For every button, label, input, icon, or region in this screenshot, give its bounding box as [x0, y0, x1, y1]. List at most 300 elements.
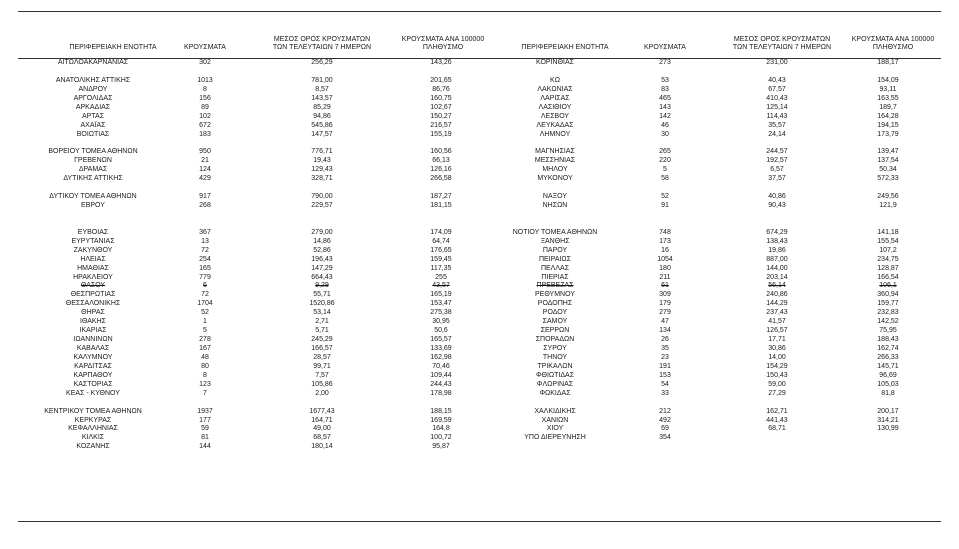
per100k-cell: 121,9 [879, 202, 897, 209]
avg7-cell: 59,00 [768, 380, 786, 388]
avg7-cell: 52,86 [313, 246, 331, 254]
per100k-cell: 86,76 [432, 85, 450, 93]
region-cell: ΜΕΣΣΗΝΙΑΣ [534, 157, 576, 165]
region-cell: ΚΑΣΤΟΡΙΑΣ [73, 380, 113, 388]
avg7-cell: 150,43 [766, 371, 788, 379]
per100k-cell: 201,65 [430, 76, 452, 84]
avg7-cell: 19,43 [313, 157, 331, 165]
table-row [18, 282, 478, 291]
cases-cell: 748 [659, 228, 671, 236]
cases-cell: 52 [661, 193, 669, 201]
table-row [480, 363, 940, 372]
region-cell: ΚΕΦΑΛΛΗΝΙΑΣ [68, 425, 118, 433]
per100k-cell: 188,43 [877, 336, 899, 344]
table-row [480, 327, 940, 336]
cases-cell: 80 [201, 362, 209, 370]
avg7-cell: 180,14 [311, 443, 333, 451]
per100k-cell: 142,52 [877, 318, 899, 326]
cases-cell: 23 [661, 353, 669, 361]
region-cell: ΔΡΑΜΑΣ [78, 166, 108, 174]
avg7-cell: 2,71 [315, 318, 329, 326]
per100k-cell: 128,87 [877, 264, 899, 272]
cases-cell: 52 [201, 309, 209, 317]
per100k-cell: 275,38 [430, 309, 452, 317]
cases-cell: 47 [661, 318, 669, 326]
cases-cell: 91 [661, 202, 669, 209]
per100k-cell: 189,7 [879, 103, 897, 111]
per100k-cell: 150,27 [430, 112, 452, 120]
avg7-cell: 99,71 [313, 362, 331, 370]
region-cell: ΜΑΓΝΗΣΙΑΣ [535, 148, 575, 156]
region-cell: ΕΥΒΟΙΑΣ [77, 228, 109, 236]
cases-cell: 59 [201, 425, 209, 433]
table-row [480, 86, 940, 95]
cases-cell: 367 [199, 228, 211, 236]
table-row [480, 77, 940, 86]
table-row [480, 157, 940, 166]
region-cell: ΑΡΓΟΛΙΔΑΣ [73, 94, 113, 102]
region-cell: ΞΑΝΘΗΣ [540, 237, 570, 245]
per100k-cell: 234,75 [877, 255, 899, 263]
top-rule [18, 11, 941, 12]
avg7-cell: 125,14 [766, 103, 788, 111]
avg7-cell: 14,86 [313, 237, 331, 245]
per100k-cell: 143,26 [430, 59, 452, 66]
table-row [480, 220, 940, 229]
cases-cell: 13 [201, 237, 209, 245]
cases-cell: 273 [659, 59, 671, 66]
table-row [480, 425, 940, 434]
avg7-cell: 53,14 [313, 309, 331, 317]
header-avg7-right: ΜΕΣΟΣ ΟΡΟΣ ΚΡΟΥΣΜΑΤΩΝ ΤΩΝ ΤΕΛΕΥΤΑΙΩΝ 7 ΗΜΕΡΩΝ [732, 36, 832, 51]
table-row [18, 148, 478, 157]
table-row [18, 175, 478, 184]
avg7-cell: 244,57 [766, 148, 788, 156]
per100k-cell: 200,17 [877, 407, 899, 415]
table-row [480, 139, 940, 148]
table-row [18, 131, 478, 140]
avg7-cell: 256,29 [311, 59, 333, 66]
cases-cell: 153 [659, 371, 671, 379]
region-cell: ΡΕΘΥΜΝΟΥ [534, 291, 575, 299]
per100k-cell: 360,94 [877, 291, 899, 299]
region-cell: ΘΑΣΟΥ [80, 282, 106, 290]
region-cell: ΚΑΡΔΙΤΣΑΣ [74, 362, 112, 370]
cases-cell: 72 [201, 246, 209, 254]
table-row [18, 220, 478, 229]
table-row [18, 265, 478, 274]
per100k-cell: 155,19 [430, 130, 452, 138]
region-cell: ΛΑΡΙΣΑΣ [540, 94, 570, 102]
avg7-cell: 231,00 [766, 59, 788, 66]
cases-cell: 46 [661, 121, 669, 129]
avg7-cell: 27,29 [768, 389, 786, 397]
avg7-cell: 19,86 [768, 246, 786, 254]
header-cases-right: ΚΡΟΥΣΜΑΤΑ [644, 44, 686, 51]
per100k-cell: 139,47 [877, 148, 899, 156]
table-row [480, 113, 940, 122]
table-row [18, 122, 478, 131]
region-cell: ΦΘΙΩΤΙΔΑΣ [535, 371, 575, 379]
header-per100k-left: ΚΡΟΥΣΜΑΤΑ ΑΝΑ 100000 ΠΛΗΘΥΣΜΟ [401, 36, 485, 51]
avg7-cell: 41,57 [768, 318, 786, 326]
per100k-cell: 166,54 [877, 273, 899, 281]
per100k-cell: 70,46 [432, 362, 450, 370]
cases-cell: 779 [199, 273, 211, 281]
avg7-cell: 240,86 [766, 291, 788, 299]
table-row [480, 336, 940, 345]
table-row [18, 425, 478, 434]
avg7-cell: 6,57 [770, 166, 784, 174]
header-region-left: ΠΕΡΙΦΕΡΕΙΑΚΗ ΕΝΟΤΗΤΑ [69, 44, 157, 51]
table-row [480, 291, 940, 300]
per100k-cell: 137,54 [877, 157, 899, 165]
cases-cell: 144 [199, 443, 211, 451]
cases-cell: 211 [659, 273, 671, 281]
table-row [480, 166, 940, 175]
cases-cell: 492 [659, 416, 671, 424]
region-cell: ΑΧΑΪΑΣ [80, 121, 106, 129]
avg7-cell: 144,00 [766, 264, 788, 272]
table-row [18, 372, 478, 381]
cases-cell: 302 [199, 59, 211, 66]
cases-cell: 354 [659, 434, 671, 442]
table-row [18, 318, 478, 327]
cases-cell: 167 [199, 345, 211, 352]
header-per100k-right: ΚΡΟΥΣΜΑΤΑ ΑΝΑ 100000 ΠΛΗΘΥΣΜΟ [851, 36, 935, 51]
region-cell: ΠΑΡΟΥ [542, 246, 568, 254]
region-cell: ΑΝΑΤΟΛΙΚΗΣ ΑΤΤΙΚΗΣ [55, 76, 131, 84]
per100k-cell: 50,6 [434, 327, 448, 335]
region-cell: ΡΟΔΟΥ [542, 309, 568, 317]
region-cell: ΙΚΑΡΙΑΣ [79, 327, 107, 335]
avg7-cell: 24,14 [768, 130, 786, 138]
cases-cell: 89 [201, 103, 209, 111]
per100k-cell: 266,33 [877, 353, 899, 361]
per100k-cell: 102,67 [430, 103, 452, 111]
cases-cell: 278 [199, 336, 211, 344]
region-cell: ΗΛΕΙΑΣ [80, 255, 106, 263]
region-cell: ΝΟΤΙΟΥ ΤΟΜΕΑ ΑΘΗΝΩΝ [512, 228, 598, 236]
cases-cell: 134 [659, 327, 671, 335]
region-cell: ΣΕΡΡΩΝ [540, 327, 570, 335]
cases-cell: 180 [659, 264, 671, 272]
table-row [480, 247, 940, 256]
per100k-cell: 64,74 [432, 237, 450, 245]
table-row [18, 399, 478, 408]
cases-cell: 465 [659, 94, 671, 102]
cases-cell: 16 [661, 246, 669, 254]
per100k-cell: 95,87 [432, 443, 450, 451]
per100k-cell: 159,45 [430, 255, 452, 263]
header-region-right: ΠΕΡΙΦΕΡΕΙΑΚΗ ΕΝΟΤΗΤΑ [521, 44, 609, 51]
table-row [18, 166, 478, 175]
cases-cell: 21 [201, 157, 209, 165]
cases-cell: 265 [659, 148, 671, 156]
per100k-cell: 165,57 [430, 336, 452, 344]
per100k-cell: 155,54 [877, 237, 899, 245]
cases-cell: 309 [659, 291, 671, 299]
per100k-cell: 163,55 [877, 94, 899, 102]
avg7-cell: 887,00 [766, 255, 788, 263]
cases-cell: 1013 [197, 76, 213, 84]
per100k-cell: 165,19 [430, 291, 452, 299]
table-row [480, 211, 940, 220]
region-cell: ΣΥΡΟΥ [543, 345, 567, 352]
table-row [18, 202, 478, 211]
avg7-cell: 56,14 [768, 282, 786, 290]
table-row [480, 354, 940, 363]
table-row [18, 443, 478, 452]
region-cell: ΚΟΡΙΝΘΙΑΣ [536, 59, 574, 66]
table-row [480, 184, 940, 193]
region-cell: ΧΑΝΙΩΝ [541, 416, 569, 424]
avg7-cell: 67,57 [768, 85, 786, 93]
per100k-cell: 159,77 [877, 300, 899, 308]
cases-cell: 1054 [657, 255, 673, 263]
cases-cell: 1704 [197, 300, 213, 308]
table-row [18, 417, 478, 426]
table-row [18, 345, 478, 354]
region-cell: ΒΟΡΕΙΟΥ ΤΟΜΕΑ ΑΘΗΝΩΝ [48, 148, 138, 156]
avg7-cell: 781,00 [311, 76, 333, 84]
per100k-cell: 66,13 [432, 157, 450, 165]
region-cell: ΗΜΑΘΙΑΣ [77, 264, 109, 272]
cases-cell: 220 [659, 157, 671, 165]
table-row [18, 77, 478, 86]
table-row [18, 86, 478, 95]
avg7-cell: 410,43 [766, 94, 788, 102]
per100k-cell: 169,59 [430, 416, 452, 424]
region-cell: ΚΕΝΤΡΙΚΟΥ ΤΟΜΕΑ ΑΘΗΝΩΝ [44, 407, 142, 415]
per100k-cell: 126,16 [430, 166, 452, 174]
cases-cell: 58 [661, 175, 669, 183]
cases-cell: 165 [199, 264, 211, 272]
avg7-cell: 68,57 [313, 434, 331, 442]
avg7-cell: 8,57 [315, 85, 329, 93]
table-row [480, 345, 940, 354]
per100k-cell: 249,56 [877, 193, 899, 201]
region-cell: ΤΡΙΚΑΛΩΝ [537, 362, 573, 370]
avg7-cell: 94,86 [313, 112, 331, 120]
avg7-cell: 90,43 [768, 202, 786, 209]
region-cell: ΑΡΚΑΔΙΑΣ [75, 103, 111, 111]
avg7-cell: 114,43 [766, 112, 788, 120]
table-row [18, 300, 478, 309]
table-row [480, 408, 940, 417]
cases-cell: 143 [659, 103, 671, 111]
table-row [480, 95, 940, 104]
per100k-cell: 133,69 [430, 345, 452, 352]
cases-cell: 48 [201, 353, 209, 361]
region-cell: ΡΟΔΟΠΗΣ [537, 300, 573, 308]
avg7-cell: 138,43 [766, 237, 788, 245]
region-cell: ΚΑΡΠΑΘΟΥ [73, 371, 113, 379]
table-row [480, 131, 940, 140]
avg7-cell: 664,43 [311, 273, 333, 281]
avg7-cell: 68,71 [768, 425, 786, 433]
cases-cell: 917 [199, 193, 211, 201]
cases-cell: 950 [199, 148, 211, 156]
table-row [18, 434, 478, 443]
avg7-cell: 164,71 [311, 416, 333, 424]
region-cell: ΧΑΛΚΙΔΙΚΗΣ [534, 407, 576, 415]
cases-cell: 81 [201, 434, 209, 442]
avg7-cell: 105,86 [311, 380, 333, 388]
per100k-cell: 100,72 [430, 434, 452, 442]
avg7-cell: 40,43 [768, 76, 786, 84]
table-row [480, 265, 940, 274]
per100k-cell: 130,99 [877, 425, 899, 433]
cases-cell: 26 [661, 336, 669, 344]
avg7-cell: 1677,43 [309, 407, 335, 415]
table-row [480, 238, 940, 247]
per100k-cell: 160,56 [430, 148, 452, 156]
bottom-rule [18, 521, 941, 522]
table-row [480, 399, 940, 408]
cases-cell: 123 [199, 380, 211, 388]
cases-cell: 35 [661, 345, 669, 352]
per100k-cell: 181,15 [430, 202, 452, 209]
table-row [480, 300, 940, 309]
avg7-cell: 49,00 [313, 425, 331, 433]
table-row [18, 95, 478, 104]
per100k-cell: 216,57 [430, 121, 452, 129]
avg7-cell: 674,29 [766, 228, 788, 236]
avg7-cell: 147,29 [311, 264, 333, 272]
avg7-cell: 279,00 [311, 228, 333, 236]
table-row [480, 193, 940, 202]
table-row [18, 381, 478, 390]
table-row [480, 202, 940, 211]
cases-cell: 72 [201, 291, 209, 299]
cases-cell: 102 [199, 112, 211, 120]
avg7-cell: 196,43 [311, 255, 333, 263]
region-cell: ΘΕΣΠΡΩΤΙΑΣ [70, 291, 116, 299]
per100k-cell: 50,34 [879, 166, 897, 174]
table-row [480, 148, 940, 157]
avg7-cell: 129,43 [311, 166, 333, 174]
region-cell: ΛΑΣΙΘΙΟΥ [538, 103, 572, 111]
region-cell: ΔΥΤΙΚΗΣ ΑΤΤΙΚΗΣ [63, 175, 123, 183]
region-cell: ΖΑΚΥΝΘΟΥ [73, 246, 113, 254]
cases-cell: 429 [199, 175, 211, 183]
table-row [480, 417, 940, 426]
per100k-cell: 154,09 [877, 76, 899, 84]
cases-cell: 672 [199, 121, 211, 129]
table-row [480, 318, 940, 327]
cases-cell: 183 [199, 130, 211, 138]
per100k-cell: 194,15 [877, 121, 899, 129]
table-row [18, 229, 478, 238]
table-row [480, 122, 940, 131]
avg7-cell: 147,57 [311, 130, 333, 138]
region-cell: ΚΕΡΚΥΡΑΣ [74, 416, 112, 424]
per100k-cell: 572,33 [877, 175, 899, 183]
table-row [18, 274, 478, 283]
table-row [18, 336, 478, 345]
cases-cell: 142 [659, 112, 671, 120]
table-row [480, 229, 940, 238]
table-row [480, 68, 940, 77]
avg7-cell: 237,43 [766, 309, 788, 317]
avg7-cell: 85,29 [313, 103, 331, 111]
region-cell: ΚΕΑΣ - ΚΥΘΝΟΥ [66, 389, 120, 397]
cases-cell: 1937 [197, 407, 213, 415]
avg7-cell: 144,29 [766, 300, 788, 308]
region-cell: ΘΗΡΑΣ [81, 309, 105, 317]
table-row [18, 327, 478, 336]
region-cell: ΠΕΛΛΑΣ [540, 264, 570, 272]
cases-cell: 33 [661, 389, 669, 397]
avg7-cell: 7,57 [315, 371, 329, 379]
per100k-cell: 153,47 [430, 300, 452, 308]
region-cell: ΧΙΟΥ [546, 425, 564, 433]
avg7-cell: 245,29 [311, 336, 333, 344]
per100k-cell: 109,44 [430, 371, 452, 379]
cases-cell: 156 [199, 94, 211, 102]
table-row [18, 238, 478, 247]
table-row [18, 113, 478, 122]
per100k-cell: 314,21 [877, 416, 899, 424]
cases-cell: 173 [659, 237, 671, 245]
region-cell: ΙΩΑΝΝΙΝΩΝ [73, 336, 113, 344]
region-cell: ΣΑΜΟΥ [542, 318, 568, 326]
per100k-cell: 178,98 [430, 389, 452, 397]
avg7-cell: 162,71 [766, 407, 788, 415]
per100k-cell: 176,65 [430, 246, 452, 254]
region-cell: ΕΥΡΥΤΑΝΙΑΣ [71, 237, 115, 245]
cases-cell: 254 [199, 255, 211, 263]
region-cell: ΚΟΖΑΝΗΣ [76, 443, 110, 451]
avg7-cell: 14,00 [768, 353, 786, 361]
region-cell: ΚΩ [550, 76, 560, 84]
region-cell: ΠΕΙΡΑΙΩΣ [539, 255, 571, 263]
table-row [18, 68, 478, 77]
avg7-cell: 143,57 [311, 94, 333, 102]
table-row [18, 157, 478, 166]
table-row [18, 139, 478, 148]
cases-cell: 54 [661, 380, 669, 388]
region-cell: ΠΙΕΡΙΑΣ [541, 273, 569, 281]
avg7-cell: 790,00 [311, 193, 333, 201]
cases-cell: 83 [661, 85, 669, 93]
region-cell: ΕΒΡΟΥ [81, 202, 105, 209]
table-row [18, 309, 478, 318]
avg7-cell: 776,71 [311, 148, 333, 156]
region-cell: ΑΙΤΩΛΟΑΚΑΡΝΑΝΙΑΣ [57, 59, 129, 66]
region-cell: ΚΑΛΥΜΝΟΥ [73, 353, 113, 361]
cases-cell: 69 [661, 425, 669, 433]
region-cell: ΛΗΜΝΟΥ [539, 130, 571, 138]
avg7-cell: 55,71 [313, 291, 331, 299]
region-cell: ΚΑΒΑΛΑΣ [76, 345, 110, 352]
avg7-cell: 30,86 [768, 345, 786, 352]
cases-cell: 7 [203, 389, 207, 397]
per100k-cell: 81,8 [881, 389, 895, 397]
cases-cell: 53 [661, 76, 669, 84]
per100k-cell: 141,18 [877, 228, 899, 236]
per100k-cell: 188,15 [430, 407, 452, 415]
region-cell: ΑΝΔΡΟΥ [78, 85, 108, 93]
avg7-cell: 328,71 [311, 175, 333, 183]
cases-cell: 177 [199, 416, 211, 424]
per100k-cell: 96,69 [879, 371, 897, 379]
region-cell: ΒΟΙΩΤΙΑΣ [76, 130, 110, 138]
cases-cell: 191 [659, 362, 671, 370]
table-row [18, 256, 478, 265]
table-row [18, 59, 478, 68]
